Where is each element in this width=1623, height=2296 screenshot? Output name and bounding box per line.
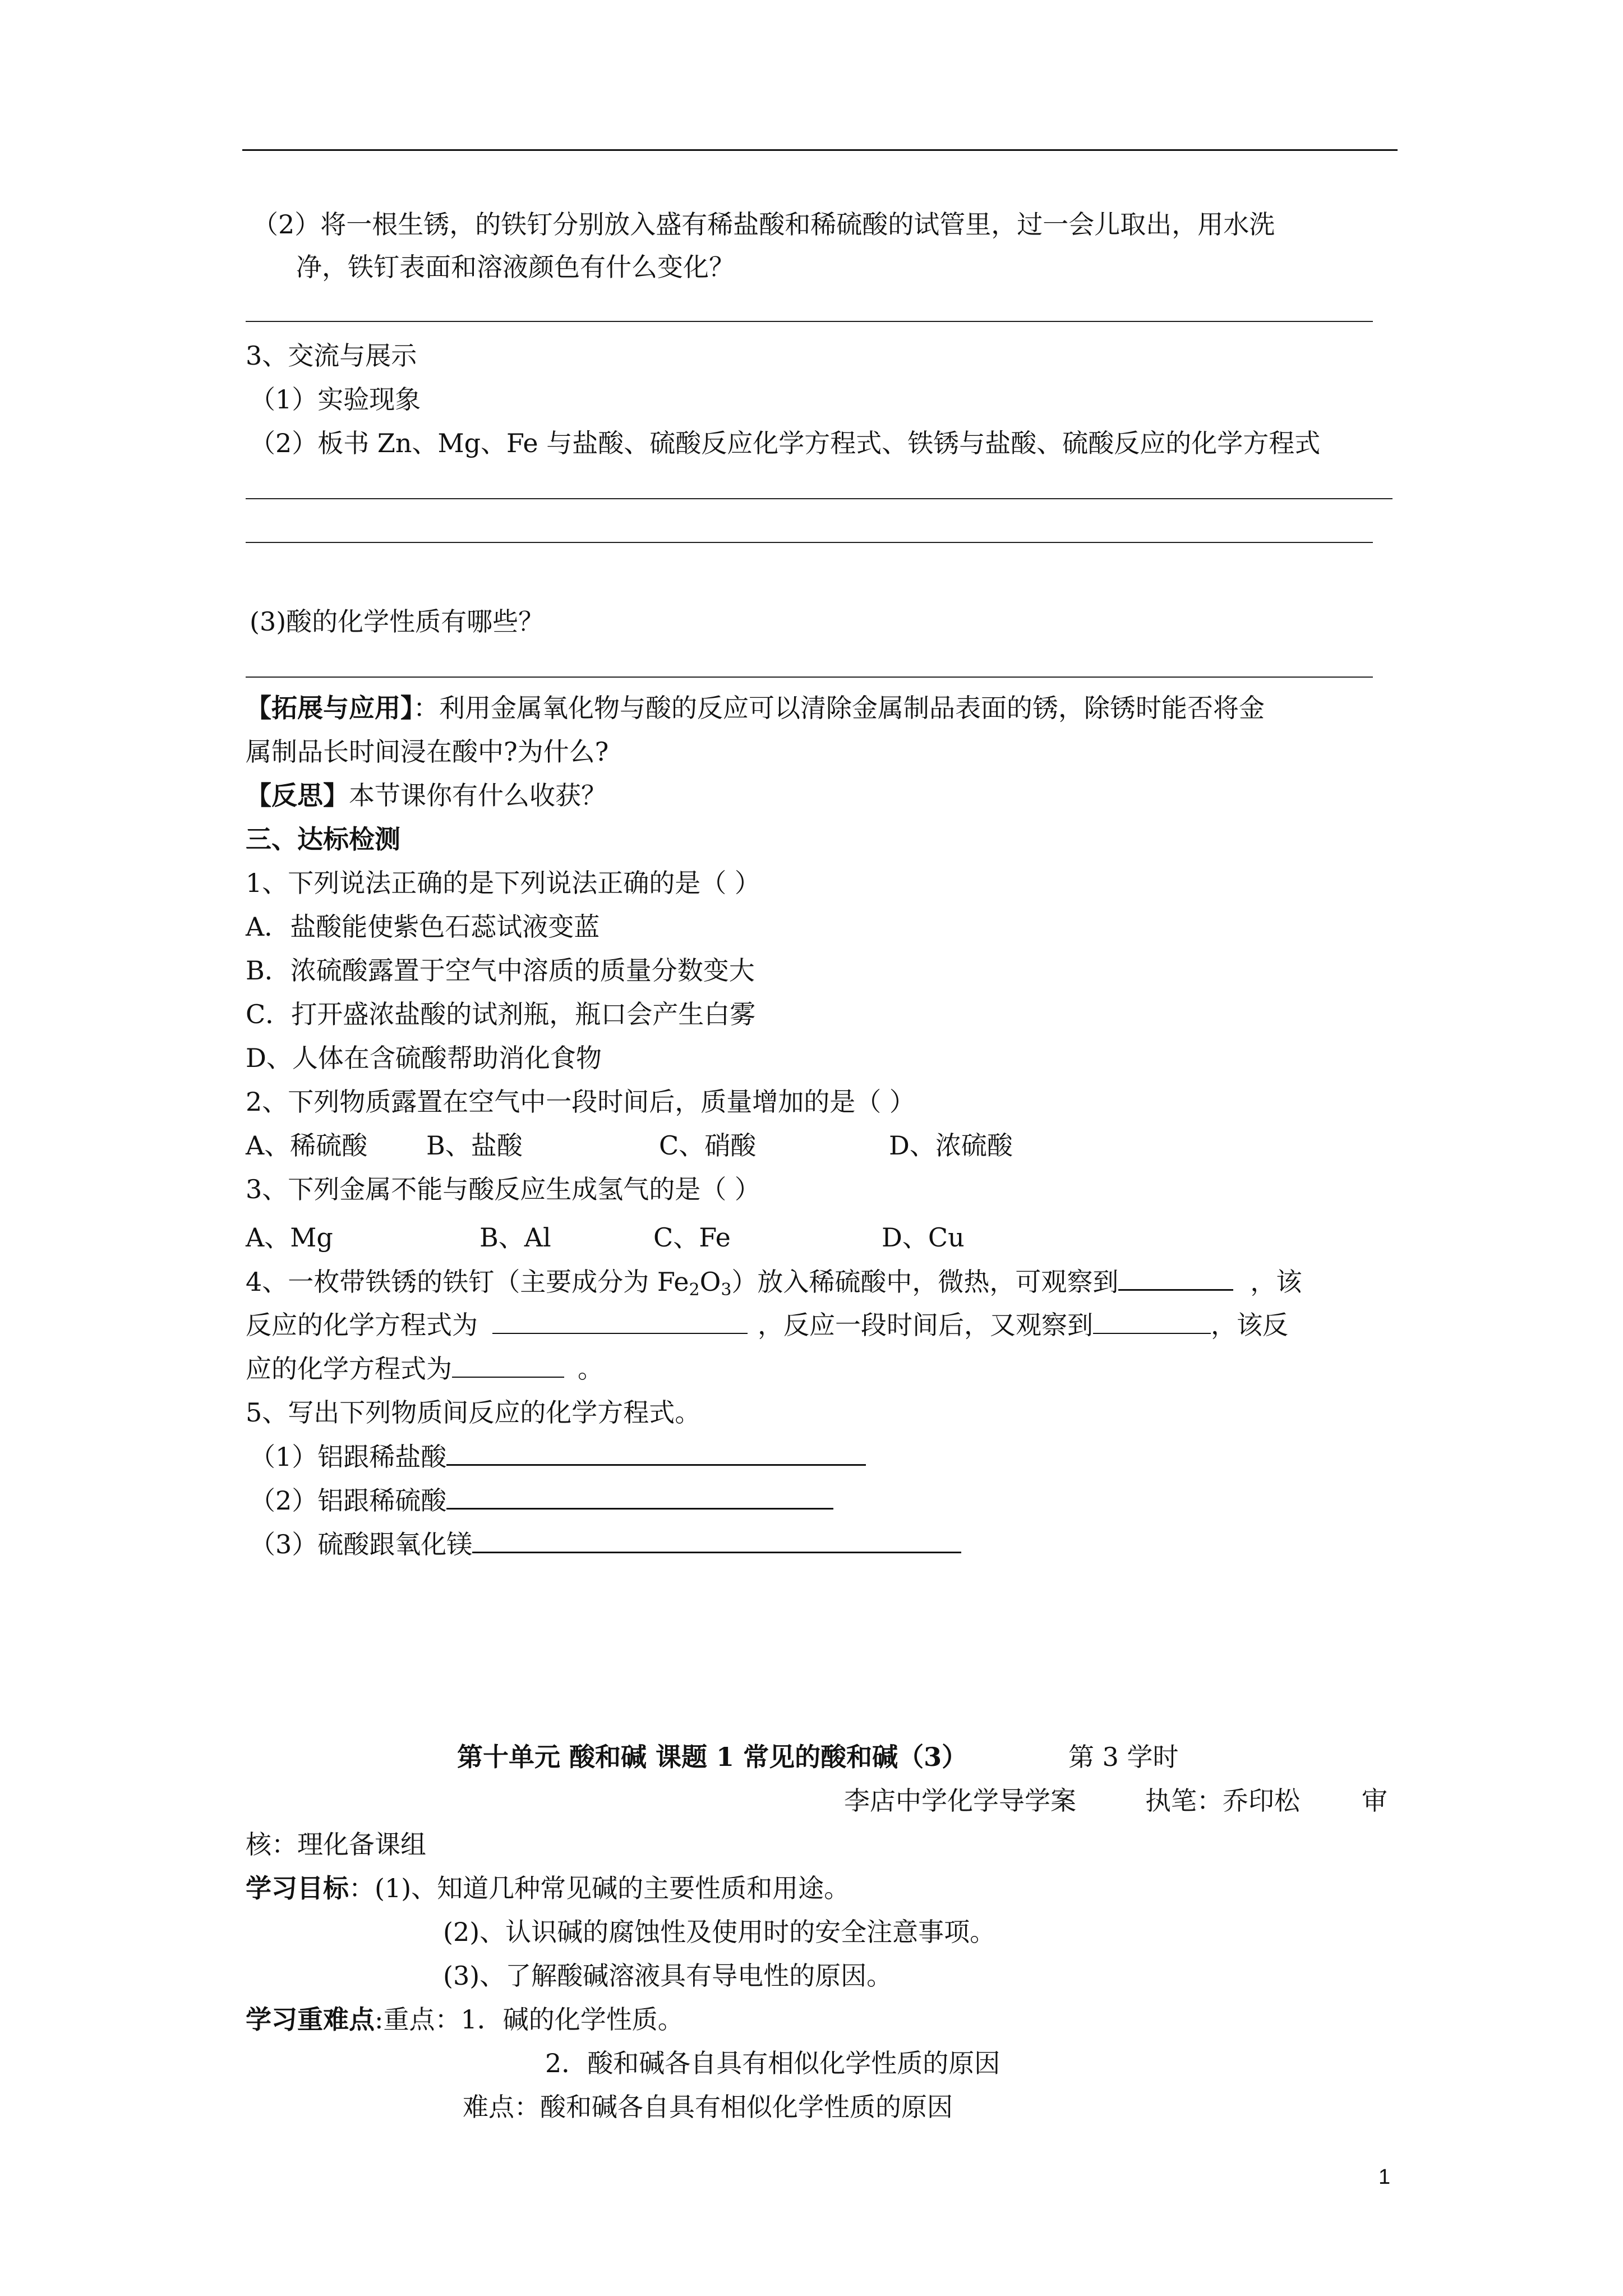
test-q4-line3 xyxy=(246,1352,603,1386)
q5-text: （3）硫酸跟氧化镁 xyxy=(250,1529,473,1559)
answer-blank xyxy=(492,1308,748,1334)
q5-text: （2）铝跟稀硫酸 xyxy=(250,1485,447,1516)
answer-blank xyxy=(1093,1308,1211,1334)
goal-2: (2)、认识碱的腐蚀性及使用时的安全注意事项。 xyxy=(443,1917,996,1947)
key-label: 学习重难点 xyxy=(246,2004,375,2035)
test-q3: 3、下列金属不能与酸反应生成氢气的是（ ） xyxy=(246,1174,760,1204)
test-q3-option-c: C、Fe xyxy=(653,1222,731,1253)
test-q5: 5、写出下列物质间反应的化学方程式。 xyxy=(246,1397,701,1428)
q4-subscript: 3 xyxy=(721,1280,732,1300)
test-heading: 三、达标检测 xyxy=(246,824,400,854)
header-rule xyxy=(242,149,1398,151)
key-2: 2．酸和碱各自具有相似化学性质的原因 xyxy=(545,2048,1000,2078)
q4-text: O xyxy=(699,1267,721,1297)
test-q2-option-b: B、盐酸 xyxy=(426,1130,523,1161)
answer-blank xyxy=(452,1352,564,1378)
test-q2-option-a: A、稀硫酸 xyxy=(246,1130,368,1161)
test-q4-line2 xyxy=(246,1308,1288,1342)
test-q5-item2 xyxy=(250,1483,833,1517)
answer-blank xyxy=(246,321,1373,322)
q4-text: 应的化学方程式为 xyxy=(246,1354,452,1384)
lesson-period: 第 3 学时 xyxy=(1068,1742,1179,1772)
key-1: :重点：1．碱的化学性质。 xyxy=(375,2004,684,2035)
page-number: 1 xyxy=(1378,2165,1391,2189)
q5-text: （1）铝跟稀盐酸 xyxy=(250,1442,447,1472)
q4-text: ）放入稀硫酸中，微热，可观察到 xyxy=(731,1267,1119,1297)
test-q1-option-d: D、人体在含硫酸帮助消化食物 xyxy=(246,1043,602,1073)
extend-label: 【拓展与应用】 xyxy=(246,693,413,723)
sec3-item1: （1）实验现象 xyxy=(250,384,421,415)
reflect-label: 【反思】 xyxy=(246,780,349,811)
q4-text: 4、一枚带铁锈的铁钉（主要成分为 Fe xyxy=(246,1267,689,1297)
answer-blank xyxy=(446,1483,833,1510)
q2-line2: 净，铁钉表面和溶液颜色有什么变化？ xyxy=(296,252,735,282)
test-q3-option-d: D、Cu xyxy=(882,1222,965,1253)
lesson-author: 执笔：乔印松 xyxy=(1145,1786,1300,1816)
answer-blank xyxy=(246,677,1373,678)
answer-blank xyxy=(1118,1264,1233,1291)
test-q2: 2、下列物质露置在空气中一段时间后，质量增加的是（ ） xyxy=(246,1087,915,1117)
q4-text: 。 xyxy=(578,1354,603,1384)
learning-goals xyxy=(246,1871,850,1905)
lesson-school: 李店中学化学导学案 xyxy=(844,1786,1076,1816)
test-q1-option-b: B．浓硫酸露置于空气中溶质的质量分数变大 xyxy=(246,955,755,986)
extend-line1 xyxy=(246,691,1265,725)
sec3-item3: (3)酸的化学性质有哪些？ xyxy=(250,606,545,637)
test-q1-option-a: A．盐酸能使紫色石蕊试液变蓝 xyxy=(246,912,600,942)
extend-line2: 属制品长时间浸在酸中?为什么? xyxy=(246,737,609,767)
q4-text: ，反应一段时间后，又观察到 xyxy=(758,1310,1093,1340)
lesson-reviewer: 核：理化备课组 xyxy=(246,1829,426,1860)
reflect-line xyxy=(246,779,607,812)
reflect-text: 本节课你有什么收获？ xyxy=(349,780,607,811)
test-q3-option-b: B、Al xyxy=(479,1222,551,1253)
lesson-title: 第十单元 酸和碱 课题 1 常见的酸和碱（3） xyxy=(457,1742,968,1772)
q4-subscript: 2 xyxy=(689,1280,700,1300)
q2-line1: （2）将一根生锈，的铁钉分别放入盛有稀盐酸和稀硫酸的试管里，过一会儿取出，用水洗 xyxy=(252,209,1275,240)
sec3-item2: （2）板书 Zn、Mg、Fe 与盐酸、硫酸反应化学方程式、铁锈与盐酸、硫酸反应的化学方程式 xyxy=(250,428,1321,458)
test-q4-line1 xyxy=(246,1264,1302,1307)
key-points xyxy=(246,2003,684,2036)
goals-label: 学习目标 xyxy=(246,1873,349,1903)
q4-text: ，该反 xyxy=(1211,1310,1288,1340)
answer-blank xyxy=(246,498,1393,499)
test-q1: 1、下列说法正确的是下列说法正确的是（ ） xyxy=(246,868,760,898)
extend-text1: ：利用金属氧化物与酸的反应可以清除金属制品表面的锈，除锈时能否将金 xyxy=(413,693,1265,723)
test-q3-option-a: A、Mg xyxy=(246,1222,333,1253)
test-q1-option-c: C．打开盛浓盐酸的试剂瓶，瓶口会产生白雾 xyxy=(246,999,756,1029)
key-3: 难点：酸和碱各自具有相似化学性质的原因 xyxy=(463,2092,953,2122)
goal-3: (3)、了解酸碱溶液具有导电性的原因。 xyxy=(443,1961,893,1991)
q4-text: ，该 xyxy=(1250,1267,1302,1297)
lesson-reviewer-label: 审 xyxy=(1362,1786,1387,1816)
answer-blank xyxy=(472,1527,961,1553)
test-q5-item3 xyxy=(250,1527,961,1561)
test-q2-option-c: C、硝酸 xyxy=(659,1130,757,1161)
goal-1: ：(1)、知道几种常见碱的主要性质和用途。 xyxy=(349,1873,850,1903)
q4-text: 反应的化学方程式为 xyxy=(246,1310,478,1340)
sec3-title: 3、交流与展示 xyxy=(246,341,417,371)
test-q5-item1 xyxy=(250,1439,866,1474)
answer-blank xyxy=(446,1439,866,1466)
test-q2-option-d: D、浓硫酸 xyxy=(889,1130,1013,1161)
answer-blank xyxy=(246,542,1373,543)
